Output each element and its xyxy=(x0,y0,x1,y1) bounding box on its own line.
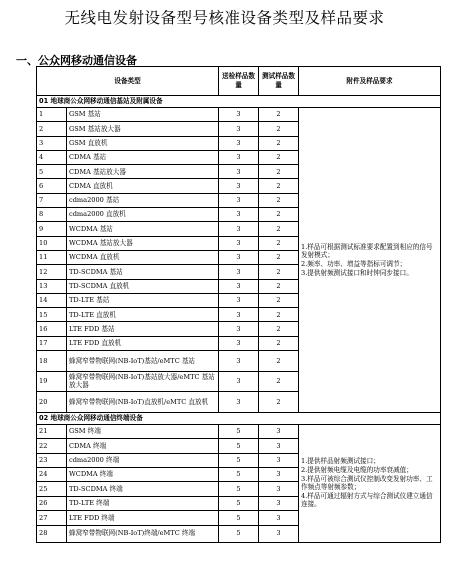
row-sample-qty: 3 xyxy=(219,392,259,413)
row-number: 15 xyxy=(37,308,67,322)
row-number: 6 xyxy=(37,179,67,193)
row-number: 3 xyxy=(37,136,67,150)
row-test-qty: 2 xyxy=(259,236,299,250)
requirement-line: 2.提供射频电缆及电缆的功率衰减值； xyxy=(301,466,413,474)
row-number: 24 xyxy=(37,468,67,482)
row-device-name: 蜂窝窄带物联网(NB-IoT)终端/eMTC 终端 xyxy=(67,525,219,542)
row-device-name: GSM 直放机 xyxy=(67,136,219,150)
row-device-name: WCDMA 终端 xyxy=(67,468,219,482)
group-label: 02 地球商公众网移动通信终端设备 xyxy=(37,412,441,424)
row-test-qty: 3 xyxy=(259,482,299,496)
group-row xyxy=(37,96,441,108)
row-number: 21 xyxy=(37,424,67,438)
row-device-name: CDMA 终端 xyxy=(67,439,219,453)
row-number: 27 xyxy=(37,511,67,525)
row-sample-qty: 3 xyxy=(219,122,259,136)
row-test-qty: 3 xyxy=(259,439,299,453)
equipment-table xyxy=(36,66,441,543)
requirement-line: 2.频率、功率、增益等指标可调节； xyxy=(301,259,407,268)
row-number: 10 xyxy=(37,236,67,250)
row-device-name: WCDMA 基站 xyxy=(67,222,219,236)
row-number: 14 xyxy=(37,293,67,307)
row-number: 1 xyxy=(37,108,67,122)
row-test-qty: 3 xyxy=(259,424,299,438)
row-test-qty: 2 xyxy=(259,165,299,179)
row-device-name: TD-SCDMA 直放机 xyxy=(67,279,219,293)
row-number: 20 xyxy=(37,392,67,413)
row-sample-qty: 3 xyxy=(219,265,259,279)
row-device-name: cdma2000 基站 xyxy=(67,193,219,207)
row-sample-qty: 3 xyxy=(219,351,259,372)
header-device-type: 设备类型 xyxy=(37,67,219,96)
row-device-name: TD-LTE 基站 xyxy=(67,293,219,307)
row-test-qty: 2 xyxy=(259,265,299,279)
requirement-line: 3.样品可被综合测试仪控制改变发射功率、工作频点等射频参数； xyxy=(301,474,433,492)
table-header-row xyxy=(37,67,441,96)
row-number: 16 xyxy=(37,322,67,336)
row-sample-qty: 3 xyxy=(219,150,259,164)
row-sample-qty: 3 xyxy=(219,371,259,392)
row-device-name: GSM 基站放大器 xyxy=(67,122,219,136)
row-sample-qty: 3 xyxy=(219,108,259,122)
row-device-name: WCDMA 基站放大器 xyxy=(67,236,219,250)
row-number: 26 xyxy=(37,496,67,510)
requirement-line: 1.样品可根据测试标准要求配置到相应的信号发射模式； xyxy=(301,242,433,260)
row-number: 8 xyxy=(37,208,67,222)
row-test-qty: 2 xyxy=(259,193,299,207)
row-number: 23 xyxy=(37,453,67,467)
row-test-qty: 2 xyxy=(259,179,299,193)
row-sample-qty: 3 xyxy=(219,293,259,307)
row-test-qty: 3 xyxy=(259,468,299,482)
row-sample-qty: 5 xyxy=(219,439,259,453)
row-device-name: TD-SCDMA 基站 xyxy=(67,265,219,279)
row-number: 2 xyxy=(37,122,67,136)
row-test-qty: 3 xyxy=(259,525,299,542)
row-sample-qty: 3 xyxy=(219,193,259,207)
row-test-qty: 2 xyxy=(259,108,299,122)
row-sample-qty: 3 xyxy=(219,165,259,179)
section-heading: 一、公众网移动通信设备 xyxy=(16,54,137,67)
row-number: 4 xyxy=(37,150,67,164)
row-test-qty: 2 xyxy=(259,293,299,307)
table-row xyxy=(37,108,441,122)
row-device-name: GSM 终端 xyxy=(67,424,219,438)
group-row xyxy=(37,412,441,424)
row-device-name: TD-LTE 直放机 xyxy=(67,308,219,322)
row-test-qty: 2 xyxy=(259,250,299,264)
requirement-line: 1.提供样品射频测试接口； xyxy=(301,457,380,466)
row-device-name: TD-SCDMA 终端 xyxy=(67,482,219,496)
row-device-name: LTE FDD 终端 xyxy=(67,511,219,525)
row-sample-qty: 3 xyxy=(219,236,259,250)
row-test-qty: 2 xyxy=(259,136,299,150)
row-test-qty: 2 xyxy=(259,371,299,392)
row-device-name: 蜂窝窄带物联网(NB-IoT)基站放大器/eMTC 基站放大器 xyxy=(67,371,219,392)
row-test-qty: 2 xyxy=(259,392,299,413)
row-test-qty: 2 xyxy=(259,351,299,372)
row-test-qty: 2 xyxy=(259,150,299,164)
row-number: 7 xyxy=(37,193,67,207)
row-sample-qty: 3 xyxy=(219,250,259,264)
row-device-name: TD-LTE 终端 xyxy=(67,496,219,510)
row-sample-qty: 5 xyxy=(219,424,259,438)
row-test-qty: 2 xyxy=(259,279,299,293)
row-test-qty: 2 xyxy=(259,122,299,136)
row-number: 11 xyxy=(37,250,67,264)
row-number: 12 xyxy=(37,265,67,279)
row-device-name: cdma2000 直放机 xyxy=(67,208,219,222)
row-sample-qty: 3 xyxy=(219,279,259,293)
header-test-qty: 测试样品数量 xyxy=(259,67,299,96)
row-number: 25 xyxy=(37,482,67,496)
row-sample-qty: 3 xyxy=(219,208,259,222)
header-sample-qty: 送检样品数量 xyxy=(219,67,259,96)
row-sample-qty: 3 xyxy=(219,308,259,322)
row-number: 13 xyxy=(37,279,67,293)
row-sample-qty: 3 xyxy=(219,336,259,350)
requirements-cell xyxy=(299,424,441,542)
row-test-qty: 3 xyxy=(259,453,299,467)
row-test-qty: 2 xyxy=(259,308,299,322)
row-number: 9 xyxy=(37,222,67,236)
row-number: 19 xyxy=(37,371,67,392)
header-requirements: 附件及样品要求 xyxy=(299,67,441,96)
requirement-line: 3.提供射频测试接口和时钟同步接口。 xyxy=(301,268,413,277)
row-number: 17 xyxy=(37,336,67,350)
row-sample-qty: 5 xyxy=(219,511,259,525)
row-sample-qty: 5 xyxy=(219,468,259,482)
row-sample-qty: 3 xyxy=(219,222,259,236)
row-device-name: CDMA 基站放大器 xyxy=(67,165,219,179)
row-test-qty: 2 xyxy=(259,336,299,350)
group-label: 01 地球商公众网移动通信基站及附属设备 xyxy=(37,96,441,108)
row-sample-qty: 3 xyxy=(219,179,259,193)
row-sample-qty: 5 xyxy=(219,525,259,542)
row-device-name: CDMA 基站 xyxy=(67,150,219,164)
row-number: 5 xyxy=(37,165,67,179)
table-row xyxy=(37,424,441,438)
row-device-name: GSM 基站 xyxy=(67,108,219,122)
document-title: 无线电发射设备型号核准设备类型及样品要求 xyxy=(64,9,385,27)
row-device-name: cdma2000 终端 xyxy=(67,453,219,467)
row-number: 18 xyxy=(37,351,67,372)
row-number: 22 xyxy=(37,439,67,453)
requirement-line: 4.样品可通过辐射方式与综合测试仪建立通信连接。 xyxy=(301,491,433,509)
row-number: 28 xyxy=(37,525,67,542)
row-device-name: 蜂窝窄带物联网(NB-IoT)直放机/eMTC 直放机 xyxy=(67,392,219,413)
row-test-qty: 3 xyxy=(259,511,299,525)
row-device-name: LTE FDD 基站 xyxy=(67,322,219,336)
row-test-qty: 3 xyxy=(259,496,299,510)
row-sample-qty: 3 xyxy=(219,322,259,336)
row-sample-qty: 3 xyxy=(219,136,259,150)
row-test-qty: 2 xyxy=(259,208,299,222)
row-sample-qty: 5 xyxy=(219,453,259,467)
row-sample-qty: 5 xyxy=(219,496,259,510)
row-device-name: CDMA 直放机 xyxy=(67,179,219,193)
row-device-name: WCDMA 直放机 xyxy=(67,250,219,264)
row-test-qty: 2 xyxy=(259,322,299,336)
row-device-name: LTE FDD 直放机 xyxy=(67,336,219,350)
row-sample-qty: 5 xyxy=(219,482,259,496)
row-device-name: 蜂窝窄带物联网(NB-IoT)基站/eMTC 基站 xyxy=(67,351,219,372)
requirements-cell xyxy=(299,108,441,413)
row-test-qty: 2 xyxy=(259,222,299,236)
